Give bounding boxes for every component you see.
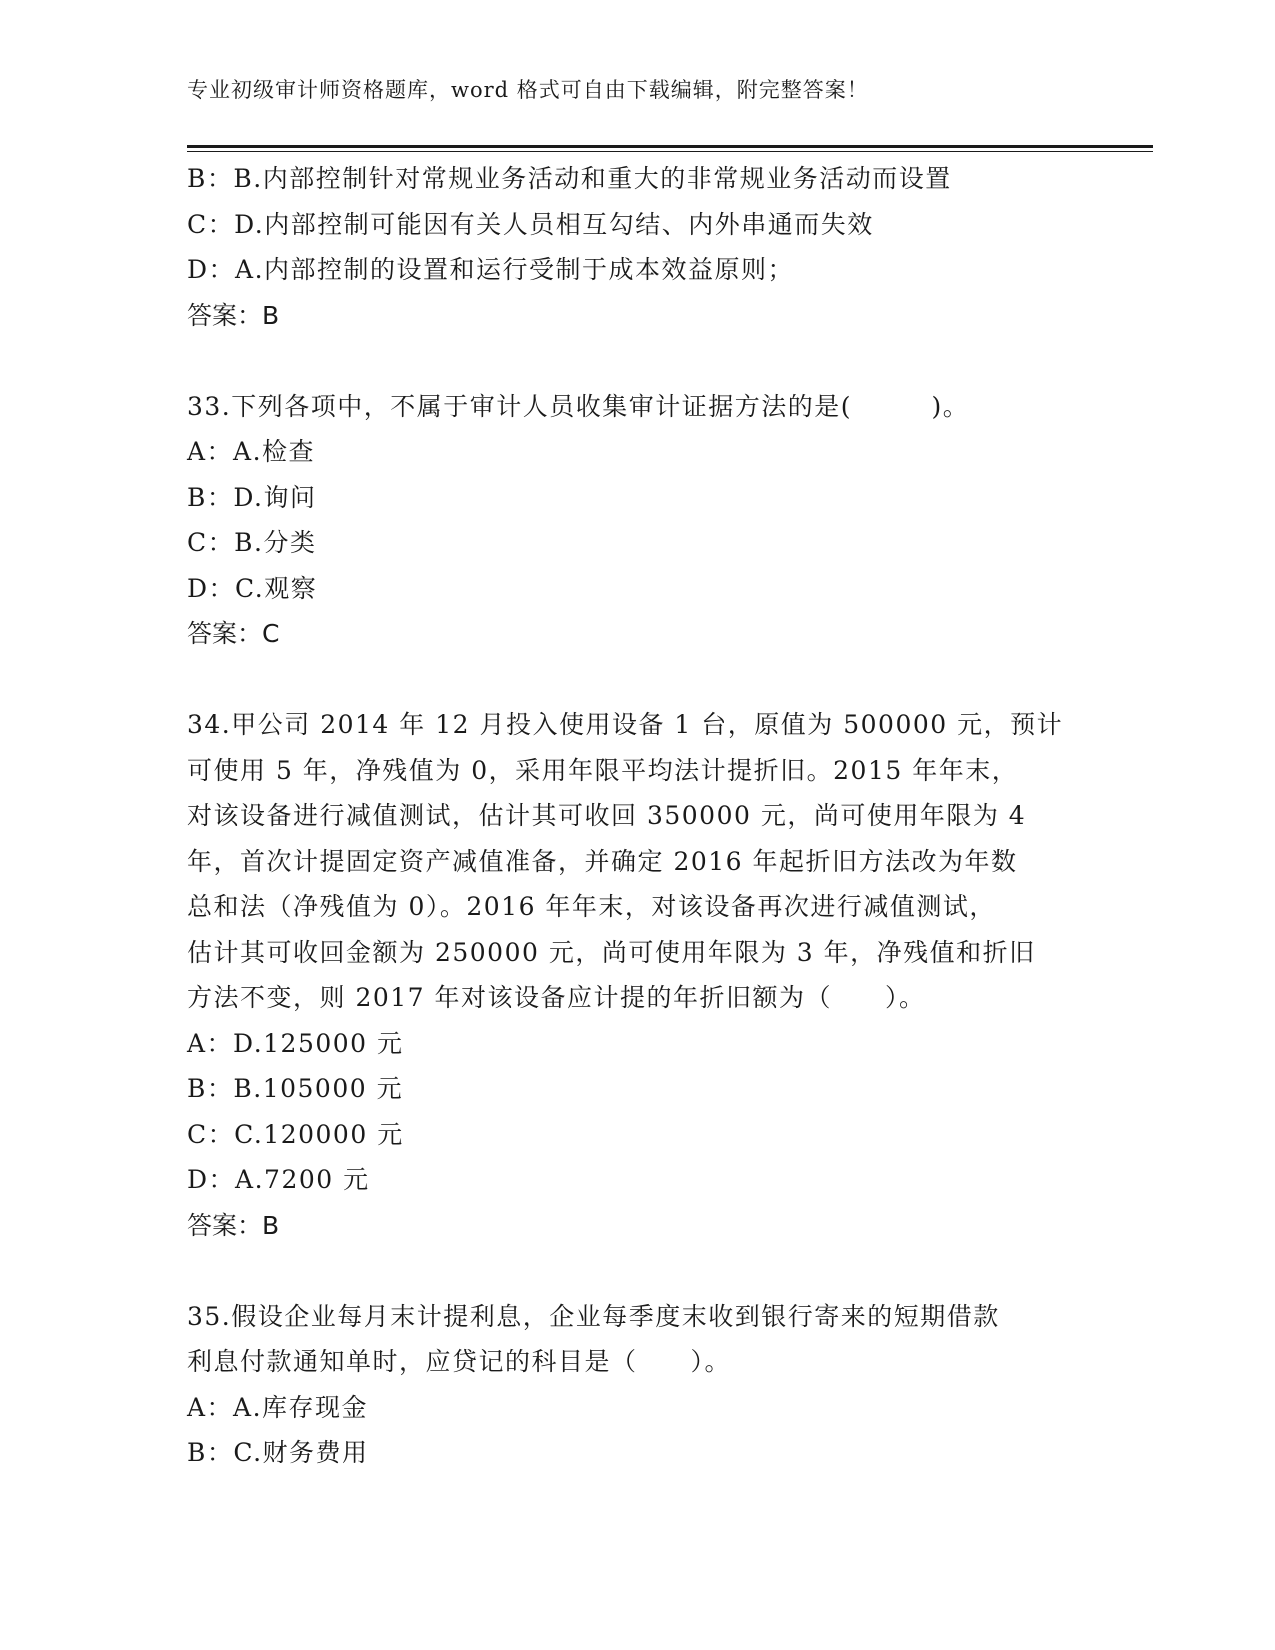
spacer (187, 1248, 1087, 1294)
question-stem-line: 总和法（净残值为 0）。2016 年年末，对该设备再次进行减值测试， (187, 892, 996, 921)
question-stem-line: 对该设备进行减值测试，估计其可收回 350000 元，尚可使用年限为 4 (187, 801, 1027, 830)
question-stem-line: 可使用 5 年，净残值为 0，采用年限平均法计提折旧。2015 年年末， (187, 755, 1019, 785)
question-35 (187, 1294, 1087, 1476)
option-d: D：C.观察 (187, 573, 318, 603)
option-d: D：A.内部控制的设置和运行受制于成本效益原则； (187, 255, 795, 284)
question-stem: 33.下列各项中，不属于审计人员收集审计证据方法的是( )。 (187, 391, 970, 421)
option-c: C：C.120000 元 (187, 1119, 404, 1149)
header-rule-thick (187, 145, 1153, 148)
option-b: B：D.询问 (187, 482, 317, 512)
question-stem-line: 年，首次计提固定资产减值准备，并确定 2016 年起折旧方法改为年数 (187, 846, 1018, 876)
option-b: B：C.财务费用 (187, 1438, 369, 1467)
page-header: 专业初级审计师资格题库，word 格式可自由下载编辑，附完整答案！ (187, 78, 869, 102)
option-a: A：A.库存现金 (187, 1392, 369, 1422)
question-stem-line: 34.甲公司 2014 年 12 月投入使用设备 1 台，原值为 500000 元，预计 (187, 710, 1064, 739)
answer: 答案：B (187, 300, 280, 330)
option-a: A：D.125000 元 (187, 1028, 404, 1058)
question-stem-line: 方法不变，则 2017 年对该设备应计提的年折旧额为（ ）。 (187, 983, 926, 1012)
question-33 (187, 384, 1087, 657)
header-rule-thin (187, 151, 1153, 152)
option-b: B：B.内部控制针对常规业务活动和重大的非常规业务活动而设置 (187, 164, 952, 193)
option-b: B：B.105000 元 (187, 1074, 404, 1103)
option-c: C：D.内部控制可能因有关人员相互勾结、内外串通而失效 (187, 209, 874, 239)
question-34 (187, 702, 1087, 1248)
option-c: C：B.分类 (187, 528, 317, 557)
option-d: D：A.7200 元 (187, 1165, 370, 1194)
question-stem-line: 利息付款通知单时，应贷记的科目是（ ）。 (187, 1347, 732, 1376)
question-stem-line: 35.假设企业每月末计提利息，企业每季度末收到银行寄来的短期借款 (187, 1301, 1000, 1331)
document-body (187, 156, 1087, 1476)
answer: 答案：C (187, 619, 280, 648)
question-stem-line: 估计其可收回金额为 250000 元，尚可使用年限为 3 年，净残值和折旧 (187, 937, 1036, 967)
answer: 答案：B (187, 1210, 280, 1240)
spacer (187, 338, 1087, 384)
spacer (187, 657, 1087, 703)
question-32-tail (187, 156, 1087, 338)
option-a: A：A.检查 (187, 437, 316, 466)
